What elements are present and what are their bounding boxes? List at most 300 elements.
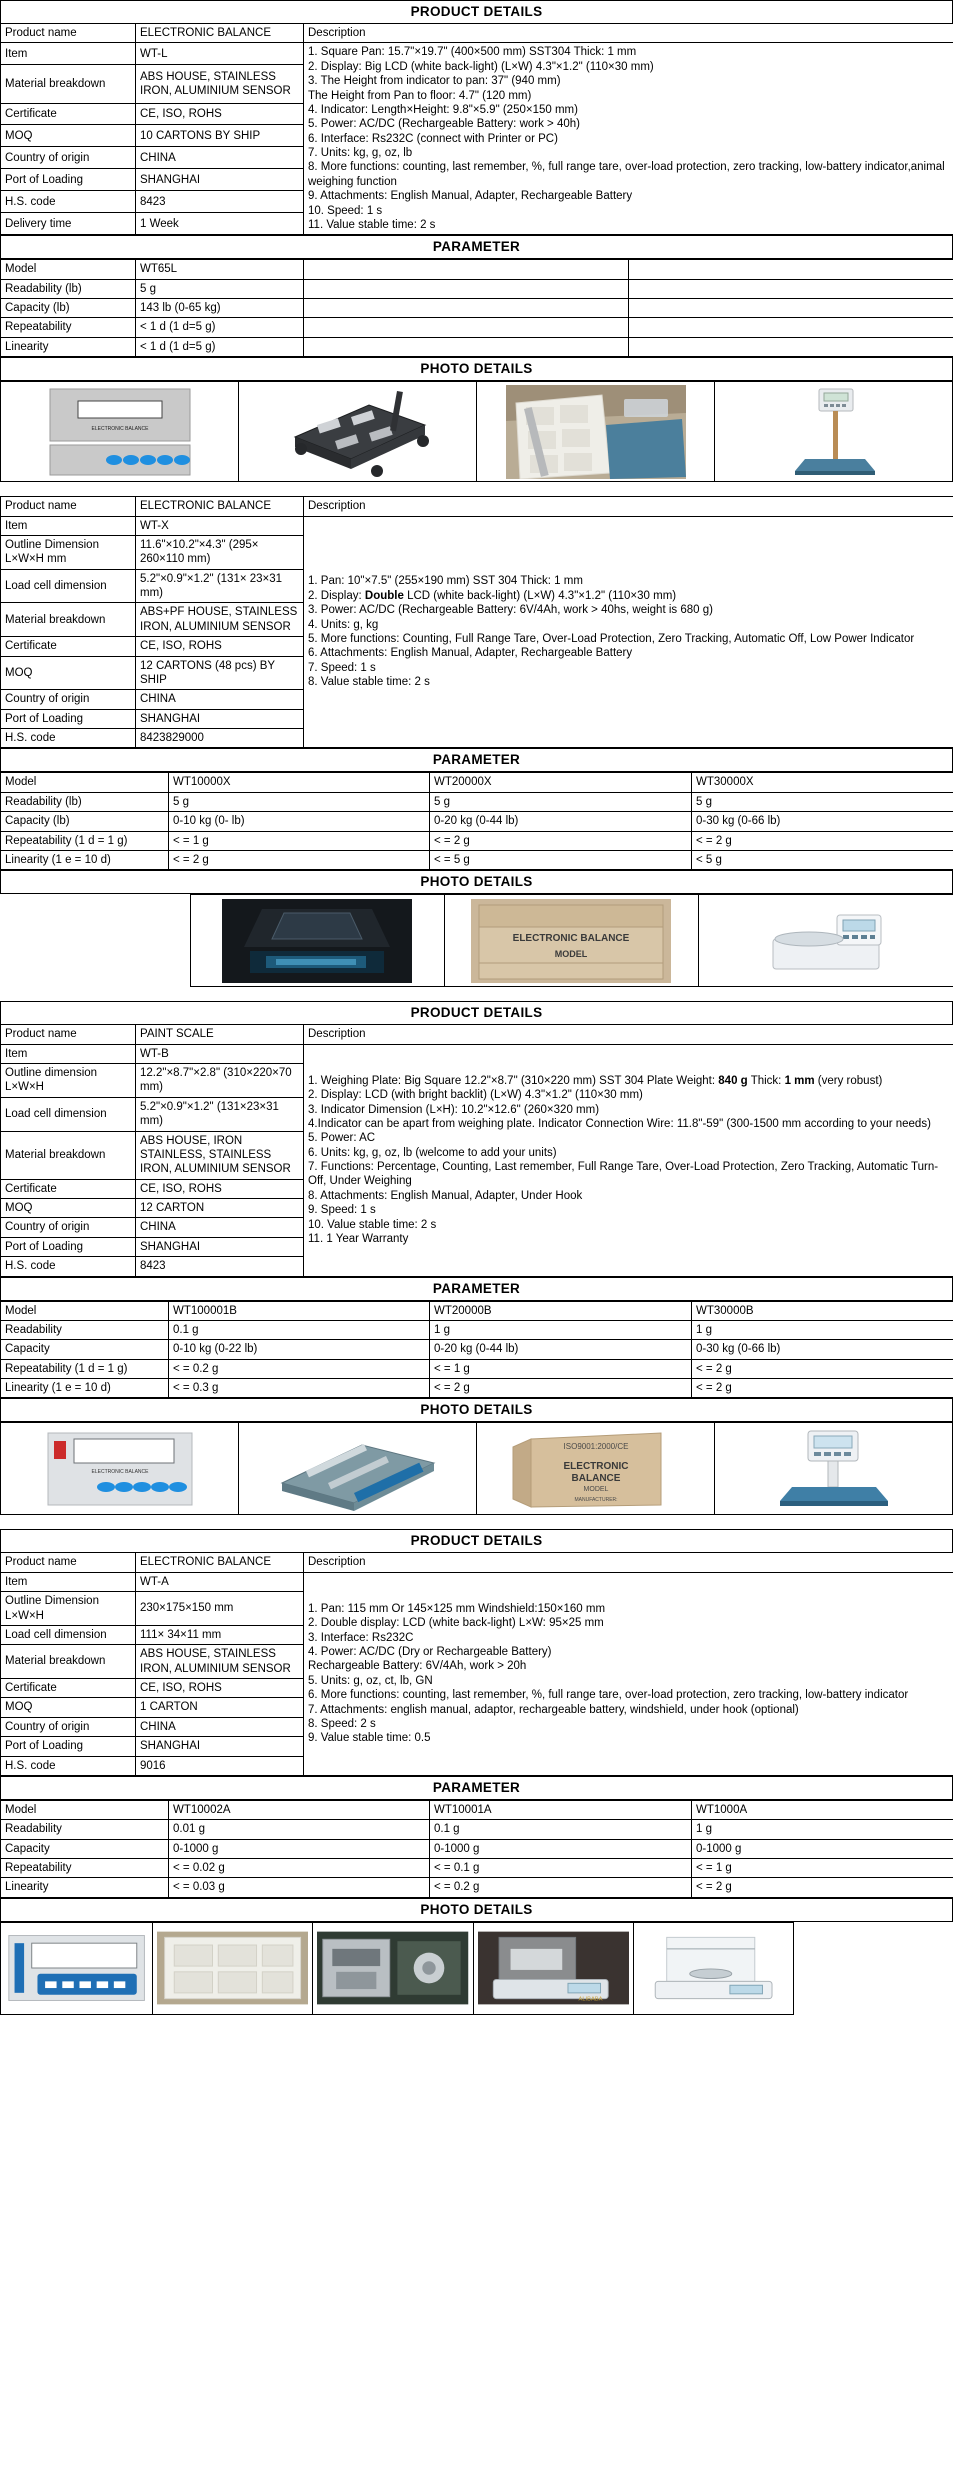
desc-line: 10. Value stable time: 2 s [308,1218,437,1231]
param-model: WT65L [136,260,304,279]
svg-text:ELECTRONIC BALANCE: ELECTRONIC BALANCE [91,1468,148,1475]
param-value: 0.1 g [169,1320,430,1339]
photo-cell-dark-platform-board [190,895,444,987]
table-row [1,497,953,516]
table-row [1,1379,953,1398]
desc-line: 11. 1 Year Warranty [308,1232,409,1245]
dark-platform-board-image [195,897,440,984]
detail-label: Material breakdown [1,603,136,637]
desc-line: Rechargeable Battery: 6V/4Ah, work > 20h [308,1660,527,1673]
svg-text:ALIBABA: ALIBABA [578,1996,603,2003]
detail-label: MOQ [1,656,136,690]
desc-line: 6. More functions: counting, last remember, %, full range tare, over-load protection, zero tracking, low-battery indicator [308,1689,909,1702]
photo-cell-empty [0,895,190,987]
photo-cell-foam-packing [153,1922,313,2014]
parameter-table-2 [0,772,953,870]
desc-line: 5. Power: AC [308,1132,376,1145]
detail-value: 5.2"×0.9"×1.2" (131× 23×31 mm) [136,569,304,603]
param-value: < = 1 g [169,831,430,850]
detail-label: Outline Dimension L×W×H mm [1,535,136,569]
detail-value: 230×175×150 mm [136,1592,304,1626]
table-row [1,831,953,850]
table-row [1,318,953,337]
desc-line: 5. Units: g, oz, ct, lb, GN [308,1674,433,1687]
floor-scale-column-image [719,384,948,479]
param-label: Readability [1,1820,169,1839]
desc-line: 1. Square Pan: 15.7"×19.7" (400×500 mm) SST304 Thick: 1 mm [308,46,637,59]
desc-line: 4. Indicator: Length×Height: 9.8"×5.9" (250×150 mm) [308,103,578,116]
banner-parameter-2: PARAMETER [0,748,953,772]
desc-line: 8. Speed: 2 s [308,1717,376,1730]
svg-text:MANUFACTURER:: MANUFACTURER: [573,1496,618,1503]
param-model: WT100001B [169,1301,430,1320]
detail-label: Port of Loading [1,1237,136,1256]
desc-line: 9. Value stable time: 0.5 [308,1732,431,1745]
param-value: < = 2 g [692,831,953,850]
photo-cell-packed-scale-box [477,382,715,482]
param-label: Readability (lb) [1,792,169,811]
param-label: Repeatability [1,318,136,337]
param-model [304,260,629,279]
description-cell-1 [304,43,953,235]
photo-table-2 [0,894,953,987]
table-row [1,1359,953,1378]
photo-row [0,895,953,987]
detail-label: Material breakdown [1,1645,136,1679]
param-value: 5 g [136,279,304,298]
param-label: Capacity [1,1340,169,1359]
svg-text:ELECTRONIC BALANCE: ELECTRONIC BALANCE [91,425,148,432]
white-blue-bench-scale-image [719,1425,948,1512]
detail-value: 11.6"×10.2"×4.3" (295× 260×110 mm) [136,535,304,569]
description-cell-2 [304,516,953,748]
detail-value: WT-B [136,1044,304,1063]
detail-label: Material breakdown [1,65,136,103]
param-label: Model [1,1301,169,1320]
desc-line: 9. Speed: 1 s [308,1204,376,1217]
detail-value: ABS HOUSE, STAINLESS IRON, ALUMINIUM SENSOR [136,65,304,103]
detail-label: Product name [1,24,136,43]
detail-label: Load cell dimension [1,1625,136,1644]
param-value: 143 lb (0-65 kg) [136,299,304,318]
param-label: Repeatability (1 d = 1 g) [1,831,169,850]
detail-value: CHINA [136,147,304,169]
desc-line: 7. Attachments: english manual, adaptor, rechargeable battery, windshield, under hook (optional) [308,1703,799,1716]
detail-value: ELECTRONIC BALANCE [136,24,304,43]
param-label: Capacity (lb) [1,299,136,318]
photo-row [1,1922,953,2014]
param-label: Readability (lb) [1,279,136,298]
detail-value: CHINA [136,1717,304,1736]
table-row [1,1301,953,1320]
banner-product-details-1: PRODUCT DETAILS [0,0,953,23]
detail-label: Item [1,1572,136,1591]
desc-line: 6. Attachments: English Manual, Adapter, Rechargeable Battery [308,647,633,660]
desc-line: 2. Display: Double LCD (white back-light) (L×W) 4.3"×1.2" (110×30 mm) [308,589,677,602]
description-cell-4 [304,1572,953,1775]
desc-line: 2. Double display: LCD (white back-light) L×W: 95×25 mm [308,1617,604,1630]
param-value: 5 g [430,792,692,811]
param-value [304,337,629,356]
desc-line: 2. Display: Big LCD (white back-light) (L×W) 4.3"×1.2" (110×30 mm) [308,60,654,73]
photo-cell-carton-box-iso [477,1423,715,1515]
detail-value: SHANGHAI [136,169,304,191]
parameter-table-1 [0,259,953,357]
banner-photo-details-4: PHOTO DETAILS [0,1898,953,1922]
detail-value: CHINA [136,1218,304,1237]
photo-row [1,382,953,482]
detail-value: 12 CARTONS (48 pcs) BY SHIP [136,656,304,690]
parameter-table-3 [0,1301,953,1399]
desc-line: 6. Interface: Rs232C (connect with Printer or PC) [308,132,558,145]
table-row [1,1878,953,1897]
detail-label: MOQ [1,1698,136,1717]
section-gap [0,987,953,1001]
detail-label: Country of origin [1,1717,136,1736]
param-value [304,318,629,337]
detail-value: 111× 34×11 mm [136,1625,304,1644]
param-label: Model [1,1800,169,1819]
details-table-1 [0,23,953,235]
param-value: 0-10 kg (0-22 lb) [169,1340,430,1359]
detail-label: Delivery time [1,213,136,235]
photo-table-1 [0,381,953,482]
param-model: WT10000X [169,773,430,792]
param-model: WT1000A [692,1800,953,1819]
description-header: Description [304,497,953,516]
detail-label: H.S. code [1,1756,136,1775]
desc-line: 5. More functions: Counting, Full Range Tare, Over-Load Protection, Zero Tracking, Automatic Off, Low Power Indicator [308,632,915,645]
table-row [1,1320,953,1339]
balance-internals-image [317,1925,468,2012]
param-value: 0-20 kg (0-44 lb) [430,1340,692,1359]
param-value [304,279,629,298]
param-value: < = 2 g [692,1878,953,1897]
detail-label: Load cell dimension [1,569,136,603]
param-model: WT30000X [692,773,953,792]
param-value: 5 g [692,792,953,811]
detail-value: 12 CARTON [136,1199,304,1218]
param-label: Linearity [1,337,136,356]
param-value: 0-30 kg (0-66 lb) [692,812,953,831]
detail-value: 12.2"×8.7"×2.8" (310×220×70 mm) [136,1064,304,1098]
desc-line: 1. Pan: 115 mm Or 145×125 mm Windshield:150×160 mm [308,1602,606,1615]
detail-label: Item [1,516,136,535]
detail-label: Port of Loading [1,709,136,728]
detail-label: H.S. code [1,729,136,748]
green-platform-parts-image [243,1425,472,1512]
desc-line: 2. Display: LCD (with bright backlit) (L×W) 4.3"×1.2" (110×30 mm) [308,1089,643,1102]
detail-label: Certificate [1,1679,136,1698]
balance-with-windshield-image [478,1925,629,2012]
desc-line: 8. Value stable time: 2 s [308,676,430,689]
table-row [1,516,953,535]
param-value: < = 2 g [692,1379,953,1398]
param-value: 0.1 g [430,1820,692,1839]
detail-label: Country of origin [1,147,136,169]
table-row [1,1859,953,1878]
desc-line: 4.Indicator can be apart from weighing plate. Indicator Connection Wire: 11.8"-59" (300-1500 mm according to your needs) [308,1117,931,1130]
table-row [1,1820,953,1839]
detail-value: CE, ISO, ROHS [136,1679,304,1698]
section-gap [0,1515,953,1529]
param-value [629,337,953,356]
table-row [1,260,953,279]
param-value: < = 1 g [692,1859,953,1878]
param-model: WT20000X [430,773,692,792]
photo-cell-glass-windshield-balance [633,1922,793,2014]
param-value: < = 1 g [430,1359,692,1378]
param-value: < = 2 g [692,1359,953,1378]
param-value: 0-20 kg (0-44 lb) [430,812,692,831]
table-row [1,1553,953,1572]
detail-label: H.S. code [1,1257,136,1276]
param-value: < = 2 g [169,850,430,869]
desc-line: 9. Attachments: English Manual, Adapter, Rechargeable Battery [308,190,633,203]
desc-line: 7. Speed: 1 s [308,661,376,674]
detail-value: PAINT SCALE [136,1025,304,1044]
detail-value: WT-X [136,516,304,535]
photo-cell-balance-internals [313,1922,473,2014]
detail-label: MOQ [1,1199,136,1218]
param-model: WT10001A [430,1800,692,1819]
detail-value: SHANGHAI [136,1237,304,1256]
param-label: Linearity (1 e = 10 d) [1,1379,169,1398]
detail-value: ABS HOUSE, IRON STAINLESS, STAINLESS IRON, ALUMINIUM SENSOR [136,1131,304,1179]
table-row [1,1025,953,1044]
param-model: WT20000B [430,1301,692,1320]
photo-cell-white-blue-bench-scale [715,1423,953,1515]
table-row [1,1572,953,1591]
param-model: WT30000B [692,1301,953,1320]
banner-parameter-3: PARAMETER [0,1277,953,1301]
svg-text:ISO9001:2000/CE: ISO9001:2000/CE [563,1441,628,1451]
desc-line: 7. Units: kg, g, oz, lb [308,147,413,159]
desc-line: 1. Weighing Plate: Big Square 12.2"×8.7" (310×220 mm) SST 304 Plate Weight: 840 g Thick: 1 mm (very robust) [308,1074,883,1087]
detail-label: Material breakdown [1,1131,136,1179]
desc-line: 11. Value stable time: 2 s [308,218,436,231]
foam-packing-image [157,1925,308,2012]
detail-label: Load cell dimension [1,1097,136,1131]
details-table-3 [0,1024,953,1276]
detail-label: Outline dimension L×W×H [1,1064,136,1098]
photo-cell-boxed-balance-stack [444,895,698,987]
param-value [629,318,953,337]
detail-label: Item [1,43,136,65]
desc-line: 10. Speed: 1 s [308,204,383,217]
desc-line: 3. Interface: Rs232C [308,1631,414,1644]
detail-value: 1 CARTON [136,1698,304,1717]
param-label: Model [1,260,136,279]
table-row [1,773,953,792]
detail-value: CE, ISO, ROHS [136,103,304,125]
description-header: Description [304,1553,953,1572]
param-value: < 1 d (1 d=5 g) [136,337,304,356]
desc-line: 1. Pan: 10"×7.5" (255×190 mm) SST 304 Thick: 1 mm [308,575,583,588]
desc-line: 4. Power: AC/DC (Dry or Rechargeable Battery) [308,1646,552,1659]
param-value [629,299,953,318]
detail-value: CHINA [136,690,304,709]
param-label: Repeatability (1 d = 1 g) [1,1359,169,1378]
photo-table-4 [0,1922,953,2015]
detail-value: 8423 [136,191,304,213]
detail-label: Country of origin [1,1218,136,1237]
param-value: < 5 g [692,850,953,869]
param-value: 0-30 kg (0-66 lb) [692,1340,953,1359]
blue-keypad-membrane-image [5,1925,148,2012]
white-bench-scale-image [703,897,949,984]
detail-label: Certificate [1,637,136,656]
desc-line: 7. Functions: Percentage, Counting, Last remember, Full Range Tare, Over-Load Protection, Zero Tracking, Automatic Turn-Off, Under Weighing [308,1161,939,1188]
param-model [629,260,953,279]
param-value [629,279,953,298]
desc-line: 6. Units: kg, g, oz, lb (welcome to add your units) [308,1146,557,1159]
detail-value: WT-A [136,1572,304,1591]
param-value: 0-1000 g [692,1839,953,1858]
detail-value: ELECTRONIC BALANCE [136,1553,304,1572]
detail-label: Product name [1,1025,136,1044]
description-header: Description [304,1025,953,1044]
table-row [1,279,953,298]
detail-value: 8423829000 [136,729,304,748]
banner-photo-details-3: PHOTO DETAILS [0,1398,953,1422]
param-value [304,299,629,318]
svg-text:MODEL: MODEL [554,948,588,959]
detail-value: 1 Week [136,213,304,235]
param-label: Capacity (lb) [1,812,169,831]
param-value: 0.01 g [169,1820,430,1839]
detail-value: 8423 [136,1257,304,1276]
detail-label: Certificate [1,103,136,125]
table-row [1,1800,953,1819]
svg-text:ELECTRONIC BALANCE: ELECTRONIC BALANCE [512,932,630,944]
photo-cell-platform-frame [239,382,477,482]
photo-cell-white-bench-scale [698,895,953,987]
description-cell-3 [304,1044,953,1276]
indicator-keypad-panel-image [5,1425,234,1512]
detail-label: MOQ [1,125,136,147]
param-value: < = 2 g [430,1379,692,1398]
detail-label: Certificate [1,1179,136,1198]
description-header: Description [304,24,953,43]
param-value: < 1 d (1 d=5 g) [136,318,304,337]
param-value: 1 g [430,1320,692,1339]
boxed-balance-stack-image [449,897,694,984]
detail-value: ELECTRONIC BALANCE [136,497,304,516]
photo-cell-blue-keypad-membrane [1,1922,153,2014]
param-model: WT10002A [169,1800,430,1819]
detail-value: ABS+PF HOUSE, STAINLESS IRON, ALUMINIUM SENSOR [136,603,304,637]
photo-cell-balance-with-windshield [473,1922,633,2014]
svg-text:MODEL: MODEL [583,1485,608,1493]
param-value: < = 0.02 g [169,1859,430,1878]
param-value: 1 g [692,1320,953,1339]
banner-product-details-4: PRODUCT DETAILS [0,1529,953,1552]
indicator-panel-image [5,384,234,479]
carton-box-iso-image [481,1425,710,1512]
table-row [1,1340,953,1359]
param-label: Linearity [1,1878,169,1897]
detail-value: 10 CARTONS BY SHIP [136,125,304,147]
glass-windshield-balance-image [638,1925,789,2012]
photo-cell-empty [794,1922,953,2014]
detail-label: H.S. code [1,191,136,213]
detail-value: CE, ISO, ROHS [136,1179,304,1198]
param-value: < = 0.2 g [169,1359,430,1378]
desc-line: 8. Attachments: English Manual, Adapter, Under Hook [308,1189,583,1202]
table-row [1,812,953,831]
param-value: 0-10 kg (0- lb) [169,812,430,831]
table-row [1,24,953,43]
param-value: 5 g [169,792,430,811]
desc-line: 5. Power: AC/DC (Rechargeable Battery: work > 40h) [308,118,580,131]
photo-table-3 [0,1422,953,1515]
photo-row [1,1423,953,1515]
detail-label: Product name [1,497,136,516]
desc-line: 3. Power: AC/DC (Rechargeable Battery: 6V/4Ah, work > 40hs, weight is 680 g) [308,604,713,617]
platform-frame-image [243,384,472,479]
parameter-table-4 [0,1800,953,1898]
detail-label: Port of Loading [1,169,136,191]
table-row [1,1044,953,1063]
details-table-4 [0,1552,953,1776]
section-gap [0,482,953,496]
param-value: < = 0.3 g [169,1379,430,1398]
table-row [1,299,953,318]
banner-photo-details-2: PHOTO DETAILS [0,870,953,894]
desc-line: 4. Units: g, kg [308,618,379,631]
banner-photo-details-1: PHOTO DETAILS [0,357,953,381]
param-value: < = 0.03 g [169,1878,430,1897]
details-table-2 [0,496,953,748]
param-value: 0-1000 g [430,1839,692,1858]
banner-parameter-4: PARAMETER [0,1776,953,1800]
param-value: 0-1000 g [169,1839,430,1858]
detail-label: Product name [1,1553,136,1572]
packed-scale-box-image [481,384,710,479]
param-label: Repeatability [1,1859,169,1878]
banner-parameter-1: PARAMETER [0,235,953,259]
detail-value: 5.2"×0.9"×1.2" (131×23×31 mm) [136,1097,304,1131]
param-value: < = 0.2 g [430,1878,692,1897]
photo-cell-indicator-panel [1,382,239,482]
desc-line: 3. The Height from indicator to pan: 37" (940 mm) [308,75,561,88]
desc-line: 8. More functions: counting, last remember, %, full range tare, over-load protection, zero tracking, low-battery indicator,animal weighing function [308,161,945,188]
svg-text:BALANCE: BALANCE [571,1472,620,1484]
table-row [1,43,953,65]
param-label: Model [1,773,169,792]
detail-label: Port of Loading [1,1737,136,1756]
detail-label: Item [1,1044,136,1063]
photo-cell-green-platform-parts [239,1423,477,1515]
desc-line: 3. Indicator Dimension (L×H): 10.2"×12.6" (260×320 mm) [308,1103,600,1116]
param-label: Readability [1,1320,169,1339]
photo-cell-indicator-keypad-panel [1,1423,239,1515]
photo-cell-floor-scale-column [715,382,953,482]
detail-value: SHANGHAI [136,1737,304,1756]
param-value: < = 2 g [430,831,692,850]
param-value: < = 0.1 g [430,1859,692,1878]
detail-label: Outline Dimension L×W×H [1,1592,136,1626]
table-row [1,792,953,811]
detail-value: CE, ISO, ROHS [136,637,304,656]
detail-value: SHANGHAI [136,709,304,728]
table-row [1,337,953,356]
desc-line: The Height from Pan to floor: 4.7" (120 mm) [308,89,532,102]
detail-value: WT-L [136,43,304,65]
param-value: 1 g [692,1820,953,1839]
table-row [1,850,953,869]
